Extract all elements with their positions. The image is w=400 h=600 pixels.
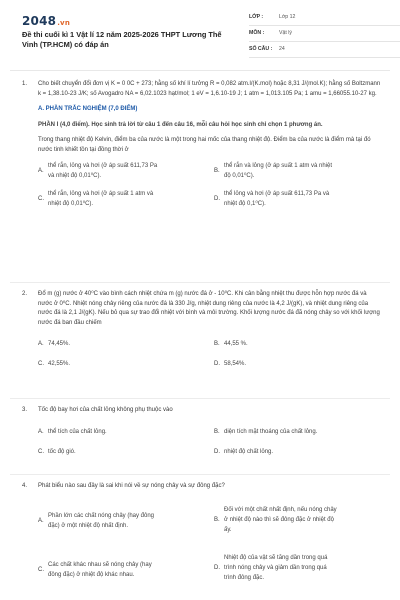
question-3: 3. Tốc độ bay hơi của chất lỏng không phụ thuộc vào A. thể tích của chất lỏng. B. diện tích mặt thoáng của chất lỏng. C. tốc độ gió. D. nhiệt độ chất lỏng. bbox=[22, 406, 382, 456]
site-logo[interactable]: 2048.vn bbox=[22, 14, 71, 28]
option-c[interactable]: C. thể rắn, lỏng và hơi (ở áp suất 1 atm và nhiệt độ 0,01⁰C). bbox=[38, 190, 154, 207]
option-c[interactable]: C. Các chất khác nhau sẽ nóng chảy (hay đông đặc) ở nhiệt độ khác nhau. bbox=[38, 561, 152, 578]
option-b[interactable]: B. thể rắn và lỏng (ở áp suất 1 atm và nhiệt độ 0,01⁰C). bbox=[214, 162, 332, 179]
question-4: 4. Phát biểu nào sau đây là sai khi nói về sự nóng chảy và sự đông đặc? A. Phần lớn các chất nóng chảy (hay đông đặc) ở một nhiệt độ nhất định. B. Đối với một chất nhất định, nếu nóng chảy ở nhiệt độ nào thì sẽ đông đặc ở nhiệt độ ấy. C. Các chất khác nhau sẽ nóng chảy (hay đông đặc) ở nhiệt độ khác nhau. D. Nhiệt độ của vật sẽ tăng dần trong quá trình nóng chảy và giảm dần trong quá trình đông đặc. bbox=[22, 482, 382, 594]
option-d[interactable]: D. thể lỏng và hơi (ở áp suất 611,73 Pa và nhiệt độ 0,1⁰C). bbox=[214, 190, 330, 207]
page-title: Đề thi cuối kì 1 Vật lí 12 năm 2025-2026 THPT Lương Thế Vinh (TP.HCM) có đáp án bbox=[22, 30, 222, 49]
question-text: Phát biểu nào sau đây là sai khi nói về sự nóng chảy và sự đông đặc? bbox=[38, 483, 225, 489]
answer-options bbox=[38, 334, 382, 368]
meta-subject: MÔN : Vật lý bbox=[249, 26, 400, 42]
option-d[interactable]: D. Nhiệt độ của vật sẽ tăng dần trong quá trình nóng chảy và giảm dần trong quá trình đông đặc. bbox=[214, 554, 328, 581]
question-text: Tốc độ bay hơi của chất lỏng không phụ thuộc vào bbox=[38, 407, 173, 413]
option-d[interactable]: D. nhiệt độ chất lỏng. bbox=[214, 448, 274, 455]
header-divider bbox=[10, 70, 390, 71]
answer-options bbox=[38, 422, 382, 456]
section-heading: A. PHẦN TRẮC NGHIỆM (7,0 ĐIỂM) bbox=[38, 106, 138, 113]
option-b[interactable]: B. Đối với một chất nhất định, nếu nóng chảy ở nhiệt độ nào thì sẽ đông đặc ở nhiệt độ ấy. bbox=[214, 506, 337, 533]
constants-note: Cho biết chuyển đổi đơn vị K = 0 0C + 273; hằng số khí lí tưởng R = 0,082 atm.l/(K.mol) hoặc 8,31 J/(mol.K); hằng số Boltzmann k = 1,38.10-23 J/K; số Avogadro NA = 6,02.1023 hạt/mol; 1 eV = 1,6.10-19 J; 1 atm = 1,013.105 Pa; 1 amu = 1,66055.10-27 kg. bbox=[38, 81, 381, 97]
question-divider bbox=[10, 474, 390, 475]
option-a[interactable]: A. thể rắn, lỏng và hơi (ở áp suất 611,73 Pa và nhiệt độ 0,01⁰C). bbox=[38, 162, 158, 179]
answer-options bbox=[38, 498, 382, 594]
question-1: 1. Cho biết chuyển đổi đơn vị K = 0 0C + 273; hằng số khí lí tưởng R = 0,082 atm.l/(K.mol) hoặc 8,31 J/(mol.K); hằng số Boltzmann k = 1,38.10-23 J/K; số Avogadro NA = 6,02.1023 hạt/mol; 1 eV = 1,6.10-19 J; 1 atm = 1,013.105 Pa; 1 amu = 1,66055.10-27 kg. A. PHẦN TRẮC NGHIỆM (7,0 ĐIỂM) PHẦN I (4,0 điểm). Học sinh trả lời từ câu 1 đến câu 16, mỗi câu hỏi học sinh chỉ chọn 1 phương án. Trong thang nhiệt độ Kelvin, điểm ba của nước là một trong hai mốc của thang nhiệt độ. Điểm ba của nước là điểm mà tại đó nước tinh khiết tồn tại đồng thời ở A. thể rắn, lỏng và hơi (ở áp suất 611,73 Pa và nhiệt độ 0,01⁰C). B. thể rắn và lỏng (ở áp suất 1 atm và nhiệt độ 0,01⁰C). C. thể rắn, lỏng và hơi (ở áp suất 1 atm và nhiệt độ 0,01⁰C). D. thể lỏng và hơi (ở áp suất 611,73 Pa và nhiệt độ 0,1⁰C). bbox=[22, 80, 382, 218]
page-header bbox=[22, 10, 382, 64]
meta-class: LỚP : Lớp 12 bbox=[249, 10, 400, 26]
option-a[interactable]: A. 74,45%. bbox=[38, 341, 71, 348]
option-c[interactable]: C. 42,55%. bbox=[38, 361, 71, 368]
question-text: Trong thang nhiệt độ Kelvin, điểm ba của nước là một trong hai mốc của thang nhiệt độ. Điểm ba của nước là điểm mà tại đó nước tinh khiết tồn tại đồng thời ở bbox=[38, 137, 371, 153]
option-b[interactable]: B. diện tích mặt thoáng của chất lỏng. bbox=[214, 428, 318, 435]
option-c[interactable]: C. tốc độ gió. bbox=[38, 448, 76, 455]
question-divider bbox=[10, 398, 390, 399]
question-divider bbox=[10, 282, 390, 283]
option-b[interactable]: B. 44,55 %. bbox=[214, 341, 248, 348]
question-2: 2. Đổ m (g) nước ở 40⁰C vào bình cách nhiệt chứa m (g) nước đá ở - 10⁰C. Khi cân bằng nhiệt thu được hỗn hợp nước đá và nước ở 0⁰C. Nhiệt nóng chảy riêng của nước đá là 330 J/g, nhiệt dung riêng của nước là 4,2 J/(gK), và nhiệt dung riêng của nước đá là 2,1 J/(gK). Nếu bỏ qua sự trao đổi nhiệt với bình và môi trường. Khối lượng nước đá đã nóng chảy so với khối lượng nước đá ban đầu chiếm A. 74,45%. B. 44,55 %. C. 42,55%. D. 58,54%. bbox=[22, 290, 382, 368]
part-instruction: PHẦN I (4,0 điểm). Học sinh trả lời từ câu 1 đến câu 16, mỗi câu hỏi học sinh chỉ chọn 1 phương án. bbox=[38, 121, 323, 128]
option-a[interactable]: A. Phần lớn các chất nóng chảy (hay đông đặc) ở một nhiệt độ nhất định. bbox=[38, 512, 155, 529]
option-a[interactable]: A. thể tích của chất lỏng. bbox=[38, 428, 107, 435]
meta-question-count: SỐ CÂU : 24 bbox=[249, 42, 400, 58]
option-d[interactable]: D. 58,54%. bbox=[214, 361, 247, 368]
question-text: Đổ m (g) nước ở 40⁰C vào bình cách nhiệt chứa m (g) nước đá ở - 10⁰C. Khi cân bằng nhiệt thu được hỗn hợp nước đá và nước ở 0⁰C. Nhiệt nóng chảy riêng của nước đá là 330 J/g, nhiệt dung riêng của nước là 4,2 J/(gK), và nhiệt dung riêng của nước đá là 2,1 J/(gK). Nếu bỏ qua sự trao đổi nhiệt với bình và môi trường. Khối lượng nước đá đã nóng chảy so với khối lượng nước đá ban đầu chiếm bbox=[38, 291, 380, 326]
answer-options bbox=[38, 162, 382, 218]
exam-meta bbox=[249, 10, 400, 58]
